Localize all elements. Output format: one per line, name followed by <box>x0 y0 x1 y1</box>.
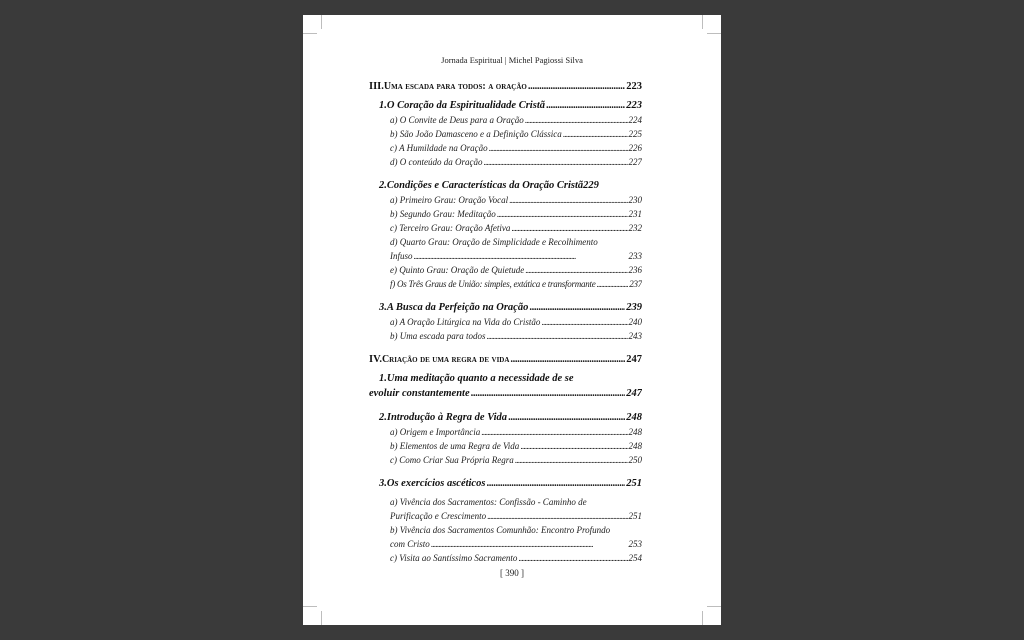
crop-mark <box>303 606 317 607</box>
toc-item[interactable] <box>369 441 642 455</box>
crop-mark <box>321 15 322 29</box>
toc-part[interactable] <box>369 81 642 96</box>
page-folio: [ 390 ] <box>500 568 524 578</box>
crop-mark <box>707 33 721 34</box>
page-number: 251 <box>628 511 642 521</box>
toc-item[interactable] <box>369 195 642 209</box>
item-title: b) Elementos de uma Regra de Vida <box>390 441 520 451</box>
item-title: d) O conteúdo da Oração <box>390 157 483 167</box>
page-number: 225 <box>628 129 642 139</box>
section-title: 3.Os exercícios ascéticos <box>379 478 486 489</box>
page-number: 232 <box>628 223 642 233</box>
crop-mark <box>707 606 721 607</box>
crop-mark <box>303 33 317 34</box>
item-title: c) Visita ao Santíssimo Sacramento <box>390 553 518 563</box>
dot-leader <box>525 265 627 275</box>
item-title: a) Primeiro Grau: Oração Vocal <box>390 195 509 205</box>
running-header: Jornada Espiritual | Michel Pagiossi Silva <box>441 55 583 65</box>
dot-leader <box>481 427 627 437</box>
toc-item[interactable] <box>369 209 642 223</box>
dot-leader <box>487 511 627 521</box>
toc-item[interactable] <box>369 223 642 237</box>
toc-section[interactable] <box>369 478 642 493</box>
dot-leader <box>528 81 625 92</box>
page-number: 223 <box>626 81 642 92</box>
dot-leader <box>509 195 627 205</box>
dot-leader <box>486 478 625 489</box>
toc-item[interactable] <box>369 525 642 553</box>
toc-item[interactable] <box>369 115 642 129</box>
toc-item[interactable] <box>369 553 642 567</box>
dot-leader <box>518 553 627 563</box>
toc-item[interactable] <box>369 237 642 265</box>
dot-leader <box>511 223 627 233</box>
toc-section[interactable] <box>369 412 642 427</box>
toc-item[interactable] <box>369 265 642 279</box>
page-number: 224 <box>628 115 642 125</box>
dot-leader <box>487 331 628 341</box>
section-title: 3.A Busca da Perfeição na Oração <box>379 302 529 313</box>
dot-leader <box>520 441 627 451</box>
dot-leader <box>529 302 625 313</box>
toc-item[interactable] <box>369 279 642 293</box>
dot-leader <box>515 455 628 465</box>
dot-leader <box>508 412 625 423</box>
page-number: 243 <box>628 331 642 341</box>
dot-leader <box>525 115 628 125</box>
dot-leader <box>483 157 627 167</box>
toc-item[interactable] <box>369 157 642 171</box>
toc-item[interactable] <box>369 143 642 157</box>
document-page <box>303 15 721 625</box>
page-number: 247 <box>626 388 642 399</box>
dot-leader <box>431 539 628 549</box>
page-number: 230 <box>628 195 642 205</box>
item-title-line: Purificação e Crescimento <box>390 511 487 521</box>
dot-leader <box>471 388 626 399</box>
dot-leader <box>510 354 625 365</box>
page-number: 240 <box>628 317 642 327</box>
crop-mark <box>702 15 703 29</box>
item-title-line: d) Quarto Grau: Oração de Simplicidade e Recolhimento <box>390 237 598 247</box>
item-title: a) A Oração Litúrgica na Vida do Cristão <box>390 317 541 327</box>
section-title: 1.O Coração da Espiritualidade Cristã <box>379 100 545 111</box>
dot-leader <box>546 100 625 111</box>
item-title: b) São João Damasceno e a Definição Clássica <box>390 129 562 139</box>
crop-mark <box>321 611 322 625</box>
part-number: IV. <box>369 354 382 365</box>
page-number: 231 <box>628 209 642 219</box>
toc-item[interactable] <box>369 497 642 525</box>
item-title: b) Segundo Grau: Meditação <box>390 209 496 219</box>
page-number: 253 <box>628 539 642 549</box>
toc-item[interactable] <box>369 129 642 143</box>
item-title-line: Infuso <box>390 251 413 261</box>
page-number: 247 <box>626 354 642 365</box>
dot-leader <box>414 251 628 261</box>
dot-leader <box>489 143 628 153</box>
part-title: Uma escada para todos: a oração <box>383 81 527 92</box>
page-number: 236 <box>628 265 642 275</box>
item-title: a) Origem e Importância <box>390 427 481 437</box>
table-of-contents <box>369 81 642 567</box>
part-title: Criação de uma regra de vida <box>381 354 510 365</box>
item-title-line: a) Vivência dos Sacramentos: Confissão - Caminho de <box>390 497 587 507</box>
page-number: 226 <box>628 143 642 153</box>
item-title: c) A Humildade na Oração <box>390 143 488 153</box>
dot-leader <box>563 129 628 139</box>
crop-mark <box>702 611 703 625</box>
page-number: 239 <box>626 302 642 313</box>
section-title-line: evoluir constantemente <box>369 388 470 399</box>
item-title: c) Como Criar Sua Própria Regra <box>390 455 514 465</box>
toc-section[interactable] <box>369 180 642 195</box>
dot-leader <box>497 209 628 219</box>
item-title: e) Quinto Grau: Oração de Quietude <box>390 265 525 275</box>
page-number: 227 <box>628 157 642 167</box>
page-number: 250 <box>628 455 642 465</box>
part-number: III. <box>369 81 384 92</box>
page-number: 248 <box>628 441 642 451</box>
item-title-line: com Cristo <box>390 539 430 549</box>
page-number: 229 <box>583 180 599 191</box>
toc-section[interactable] <box>369 100 642 115</box>
page-number: 254 <box>628 553 642 563</box>
toc-item[interactable] <box>369 427 642 441</box>
item-title: f) Os Três Graus de União: simples, extática e transformante <box>390 279 596 289</box>
item-title-line: b) Vivência dos Sacramentos Comunhão: Encontro Profundo <box>390 525 611 535</box>
page-number: 251 <box>626 478 642 489</box>
section-title-line: 1.Uma meditação quanto a necessidade de se <box>379 373 574 384</box>
dot-leader <box>541 317 627 327</box>
page-number: 233 <box>628 251 642 261</box>
toc-part[interactable] <box>369 354 642 369</box>
dot-leader <box>597 279 629 289</box>
item-title: b) Uma escada para todos <box>390 331 486 341</box>
page-number: 237 <box>629 279 642 289</box>
toc-item[interactable] <box>369 331 642 345</box>
page-number: 248 <box>628 427 642 437</box>
toc-item[interactable] <box>369 455 642 469</box>
page-number: 223 <box>626 100 642 111</box>
section-title: 2.Condições e Características da Oração Cristã <box>379 180 584 191</box>
toc-section[interactable] <box>369 373 642 403</box>
item-title: a) O Convite de Deus para a Oração <box>390 115 524 125</box>
section-title: 2.Introdução à Regra de Vida <box>379 412 508 423</box>
toc-section[interactable] <box>369 302 642 317</box>
page-number: 248 <box>626 412 642 423</box>
item-title: c) Terceiro Grau: Oração Afetiva <box>390 223 511 233</box>
toc-item[interactable] <box>369 317 642 331</box>
